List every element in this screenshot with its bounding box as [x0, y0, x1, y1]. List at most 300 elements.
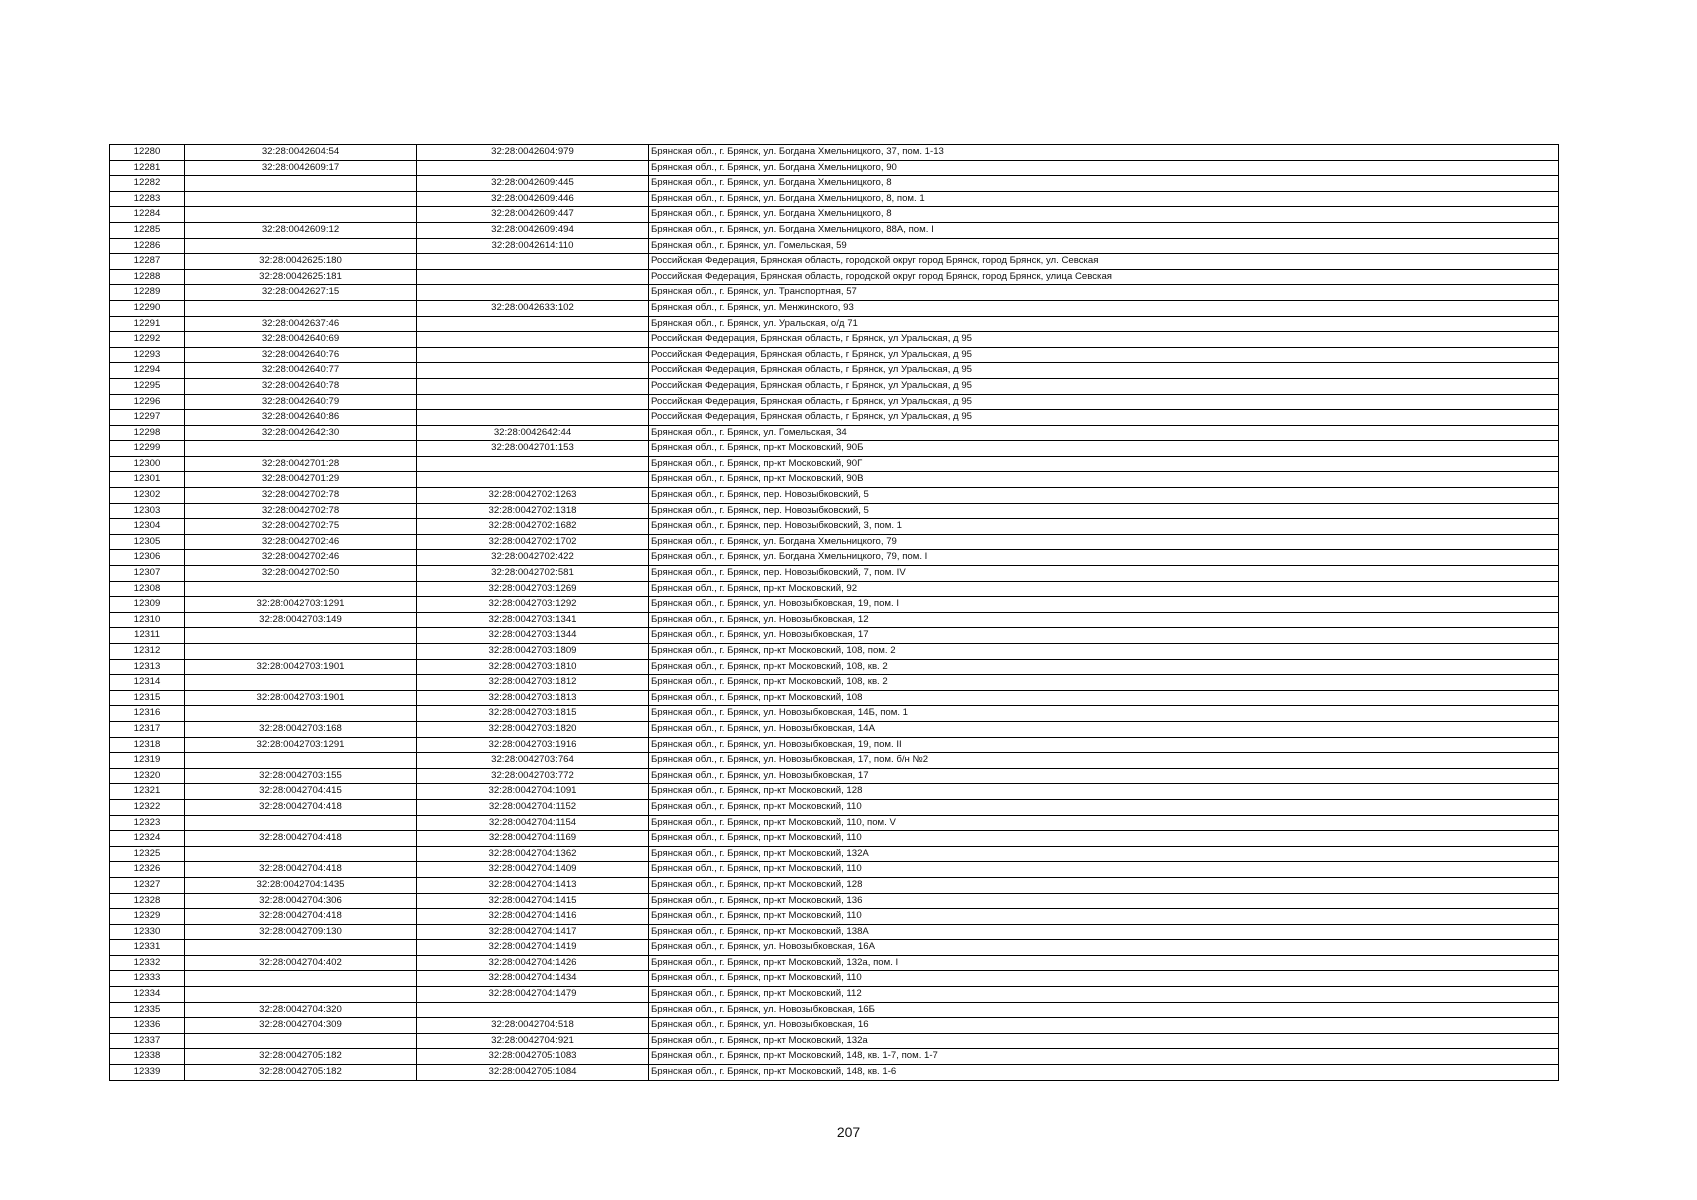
land-cadastral-number-cell: 32:28:0042704:418 — [185, 831, 417, 847]
row-number-cell: 12321 — [110, 784, 185, 800]
land-cadastral-number-cell: 32:28:0042640:76 — [185, 347, 417, 363]
land-cadastral-number-cell — [185, 207, 417, 223]
address-cell: Российская Федерация, Брянская область, г Брянск, ул Уральская, д 95 — [649, 410, 1559, 426]
land-cadastral-number-cell — [185, 581, 417, 597]
land-cadastral-number-cell: 32:28:0042640:86 — [185, 410, 417, 426]
land-cadastral-number-cell — [185, 300, 417, 316]
object-cadastral-number-cell: 32:28:0042703:764 — [417, 753, 649, 769]
address-cell: Брянская обл., г. Брянск, пр-кт Московский, 110 — [649, 862, 1559, 878]
row-number-cell: 12308 — [110, 581, 185, 597]
land-cadastral-number-cell — [185, 238, 417, 254]
table-row — [110, 425, 1559, 441]
address-cell: Брянская обл., г. Брянск, пр-кт Московский, 110 — [649, 799, 1559, 815]
row-number-cell: 12291 — [110, 316, 185, 332]
row-number-cell: 12290 — [110, 300, 185, 316]
land-cadastral-number-cell — [185, 753, 417, 769]
object-cadastral-number-cell — [417, 254, 649, 270]
land-cadastral-number-cell — [185, 940, 417, 956]
land-cadastral-number-cell: 32:28:0042705:182 — [185, 1049, 417, 1065]
object-cadastral-number-cell: 32:28:0042702:422 — [417, 550, 649, 566]
object-cadastral-number-cell — [417, 394, 649, 410]
table-row — [110, 706, 1559, 722]
table-row — [110, 987, 1559, 1003]
address-cell: Брянская обл., г. Брянск, пр-кт Московский, 132А — [649, 846, 1559, 862]
object-cadastral-number-cell — [417, 472, 649, 488]
address-cell: Брянская обл., г. Брянск, пр-кт Московский, 110, пом. V — [649, 815, 1559, 831]
land-cadastral-number-cell: 32:28:0042704:418 — [185, 862, 417, 878]
row-number-cell: 12287 — [110, 254, 185, 270]
row-number-cell: 12294 — [110, 363, 185, 379]
row-number-cell: 12332 — [110, 955, 185, 971]
row-number-cell: 12325 — [110, 846, 185, 862]
land-cadastral-number-cell — [185, 815, 417, 831]
row-number-cell: 12289 — [110, 285, 185, 301]
land-cadastral-number-cell: 32:28:0042702:46 — [185, 550, 417, 566]
table-row — [110, 597, 1559, 613]
row-number-cell: 12313 — [110, 659, 185, 675]
object-cadastral-number-cell: 32:28:0042704:1362 — [417, 846, 649, 862]
address-cell: Брянская обл., г. Брянск, пр-кт Московский, 132а, пом. I — [649, 955, 1559, 971]
land-cadastral-number-cell: 32:28:0042702:78 — [185, 488, 417, 504]
table-row — [110, 160, 1559, 176]
address-cell: Брянская обл., г. Брянск, пр-кт Московский, 110 — [649, 831, 1559, 847]
row-number-cell: 12293 — [110, 347, 185, 363]
land-cadastral-number-cell: 32:28:0042640:78 — [185, 378, 417, 394]
address-cell: Брянская обл., г. Брянск, ул. Богдана Хмельницкого, 88А, пом. I — [649, 222, 1559, 238]
address-cell: Российская Федерация, Брянская область, г Брянск, ул Уральская, д 95 — [649, 363, 1559, 379]
table-row — [110, 285, 1559, 301]
address-cell: Брянская обл., г. Брянск, пр-кт Московский, 136 — [649, 893, 1559, 909]
address-cell: Брянская обл., г. Брянск, пр-кт Московский, 138А — [649, 924, 1559, 940]
object-cadastral-number-cell — [417, 456, 649, 472]
object-cadastral-number-cell: 32:28:0042704:1426 — [417, 955, 649, 971]
address-cell: Брянская обл., г. Брянск, ул. Новозыбковская, 17, пом. б/н №2 — [649, 753, 1559, 769]
table-row — [110, 581, 1559, 597]
land-cadastral-number-cell: 32:28:0042702:78 — [185, 503, 417, 519]
address-cell: Брянская обл., г. Брянск, ул. Новозыбковская, 14Б, пом. 1 — [649, 706, 1559, 722]
land-cadastral-number-cell: 32:28:0042703:1901 — [185, 659, 417, 675]
land-cadastral-number-cell: 32:28:0042702:50 — [185, 566, 417, 582]
row-number-cell: 12301 — [110, 472, 185, 488]
address-cell: Брянская обл., г. Брянск, ул. Новозыбковская, 12 — [649, 612, 1559, 628]
object-cadastral-number-cell: 32:28:0042704:1091 — [417, 784, 649, 800]
object-cadastral-number-cell: 32:28:0042704:1434 — [417, 971, 649, 987]
table-row — [110, 846, 1559, 862]
table-row — [110, 971, 1559, 987]
land-cadastral-number-cell: 32:28:0042704:309 — [185, 1018, 417, 1034]
land-cadastral-number-cell — [185, 971, 417, 987]
land-cadastral-number-cell: 32:28:0042704:402 — [185, 955, 417, 971]
land-cadastral-number-cell — [185, 628, 417, 644]
row-number-cell: 12304 — [110, 519, 185, 535]
table-row — [110, 675, 1559, 691]
address-cell: Брянская обл., г. Брянск, ул. Богдана Хмельницкого, 79 — [649, 534, 1559, 550]
address-cell: Брянская обл., г. Брянск, ул. Новозыбковская, 19, пом. I — [649, 597, 1559, 613]
land-cadastral-number-cell: 32:28:0042701:28 — [185, 456, 417, 472]
row-number-cell: 12299 — [110, 441, 185, 457]
address-cell: Брянская обл., г. Брянск, ул. Богдана Хмельницкого, 90 — [649, 160, 1559, 176]
object-cadastral-number-cell: 32:28:0042704:1169 — [417, 831, 649, 847]
land-cadastral-number-cell — [185, 675, 417, 691]
table-row — [110, 815, 1559, 831]
table-row — [110, 690, 1559, 706]
object-cadastral-number-cell: 32:28:0042704:1415 — [417, 893, 649, 909]
object-cadastral-number-cell: 32:28:0042642:44 — [417, 425, 649, 441]
land-cadastral-number-cell: 32:28:0042705:182 — [185, 1065, 417, 1081]
table-row — [110, 753, 1559, 769]
row-number-cell: 12281 — [110, 160, 185, 176]
table-row — [110, 924, 1559, 940]
page-number: 207 — [836, 1124, 861, 1140]
table-row — [110, 893, 1559, 909]
row-number-cell: 12280 — [110, 145, 185, 161]
object-cadastral-number-cell — [417, 363, 649, 379]
object-cadastral-number-cell: 32:28:0042704:518 — [417, 1018, 649, 1034]
table-row — [110, 519, 1559, 535]
row-number-cell: 12338 — [110, 1049, 185, 1065]
land-cadastral-number-cell — [185, 441, 417, 457]
row-number-cell: 12319 — [110, 753, 185, 769]
land-cadastral-number-cell: 32:28:0042709:130 — [185, 924, 417, 940]
row-number-cell: 12312 — [110, 644, 185, 660]
row-number-cell: 12329 — [110, 909, 185, 925]
table-row — [110, 721, 1559, 737]
land-cadastral-number-cell: 32:28:0042702:75 — [185, 519, 417, 535]
table-row — [110, 503, 1559, 519]
address-cell: Брянская обл., г. Брянск, пер. Новозыбковский, 7, пом. IV — [649, 566, 1559, 582]
table-row — [110, 628, 1559, 644]
table-row — [110, 1002, 1559, 1018]
object-cadastral-number-cell: 32:28:0042609:446 — [417, 191, 649, 207]
address-cell: Брянская обл., г. Брянск, пр-кт Московский, 108 — [649, 690, 1559, 706]
land-cadastral-number-cell: 32:28:0042704:306 — [185, 893, 417, 909]
table-row — [110, 862, 1559, 878]
row-number-cell: 12317 — [110, 721, 185, 737]
address-cell: Брянская обл., г. Брянск, ул. Новозыбковская, 17 — [649, 768, 1559, 784]
table-row — [110, 784, 1559, 800]
address-cell: Брянская обл., г. Брянск, пр-кт Московский, 110 — [649, 909, 1559, 925]
object-cadastral-number-cell: 32:28:0042703:1292 — [417, 597, 649, 613]
object-cadastral-number-cell — [417, 1002, 649, 1018]
table-row — [110, 347, 1559, 363]
row-number-cell: 12333 — [110, 971, 185, 987]
row-number-cell: 12285 — [110, 222, 185, 238]
table-row — [110, 441, 1559, 457]
table-row — [110, 363, 1559, 379]
address-cell: Брянская обл., г. Брянск, пр-кт Московский, 110 — [649, 971, 1559, 987]
object-cadastral-number-cell: 32:28:0042609:494 — [417, 222, 649, 238]
object-cadastral-number-cell: 32:28:0042702:1263 — [417, 488, 649, 504]
object-cadastral-number-cell — [417, 316, 649, 332]
row-number-cell: 12298 — [110, 425, 185, 441]
land-cadastral-number-cell: 32:28:0042703:149 — [185, 612, 417, 628]
object-cadastral-number-cell — [417, 410, 649, 426]
address-cell: Брянская обл., г. Брянск, пр-кт Московский, 92 — [649, 581, 1559, 597]
object-cadastral-number-cell: 32:28:0042705:1084 — [417, 1065, 649, 1081]
row-number-cell: 12300 — [110, 456, 185, 472]
table-row — [110, 472, 1559, 488]
address-cell: Брянская обл., г. Брянск, ул. Новозыбковская, 17 — [649, 628, 1559, 644]
land-cadastral-number-cell — [185, 1033, 417, 1049]
table-row — [110, 737, 1559, 753]
land-cadastral-number-cell: 32:28:0042609:12 — [185, 222, 417, 238]
address-cell: Брянская обл., г. Брянск, ул. Новозыбковская, 16Б — [649, 1002, 1559, 1018]
table-row — [110, 799, 1559, 815]
row-number-cell: 12286 — [110, 238, 185, 254]
object-cadastral-number-cell: 32:28:0042702:1702 — [417, 534, 649, 550]
table-row — [110, 176, 1559, 192]
table-row — [110, 300, 1559, 316]
address-cell: Брянская обл., г. Брянск, ул. Транспортная, 57 — [649, 285, 1559, 301]
address-cell: Брянская обл., г. Брянск, ул. Богдана Хмельницкого, 8 — [649, 207, 1559, 223]
object-cadastral-number-cell: 32:28:0042703:1344 — [417, 628, 649, 644]
table-row — [110, 644, 1559, 660]
row-number-cell: 12322 — [110, 799, 185, 815]
table-row — [110, 378, 1559, 394]
table-row — [110, 909, 1559, 925]
land-cadastral-number-cell — [185, 176, 417, 192]
table-row — [110, 207, 1559, 223]
row-number-cell: 12326 — [110, 862, 185, 878]
row-number-cell: 12282 — [110, 176, 185, 192]
land-cadastral-number-cell: 32:28:0042704:1435 — [185, 877, 417, 893]
row-number-cell: 12295 — [110, 378, 185, 394]
row-number-cell: 12328 — [110, 893, 185, 909]
row-number-cell: 12336 — [110, 1018, 185, 1034]
row-number-cell: 12339 — [110, 1065, 185, 1081]
object-cadastral-number-cell: 32:28:0042604:979 — [417, 145, 649, 161]
object-cadastral-number-cell — [417, 332, 649, 348]
address-cell: Российская Федерация, Брянская область, г Брянск, ул Уральская, д 95 — [649, 347, 1559, 363]
table-row — [110, 238, 1559, 254]
address-cell: Брянская обл., г. Брянск, пер. Новозыбковский, 5 — [649, 488, 1559, 504]
land-cadastral-number-cell: 32:28:0042640:79 — [185, 394, 417, 410]
row-number-cell: 12284 — [110, 207, 185, 223]
row-number-cell: 12320 — [110, 768, 185, 784]
object-cadastral-number-cell: 32:28:0042703:1916 — [417, 737, 649, 753]
land-cadastral-number-cell: 32:28:0042703:1291 — [185, 597, 417, 613]
address-cell: Брянская обл., г. Брянск, ул. Богдана Хмельницкого, 8 — [649, 176, 1559, 192]
row-number-cell: 12331 — [110, 940, 185, 956]
address-cell: Брянская обл., г. Брянск, пр-кт Московский, 90Б — [649, 441, 1559, 457]
registry-table — [109, 144, 1559, 1081]
address-cell: Брянская обл., г. Брянск, ул. Богдана Хмельницкого, 8, пом. 1 — [649, 191, 1559, 207]
row-number-cell: 12292 — [110, 332, 185, 348]
table-row — [110, 191, 1559, 207]
land-cadastral-number-cell — [185, 846, 417, 862]
table-row — [110, 332, 1559, 348]
object-cadastral-number-cell: 32:28:0042704:1479 — [417, 987, 649, 1003]
land-cadastral-number-cell: 32:28:0042703:1901 — [185, 690, 417, 706]
row-number-cell: 12315 — [110, 690, 185, 706]
address-cell: Российская Федерация, Брянская область, городской округ город Брянск, город Брянск, улица Севская — [649, 269, 1559, 285]
object-cadastral-number-cell: 32:28:0042704:1416 — [417, 909, 649, 925]
object-cadastral-number-cell: 32:28:0042703:1809 — [417, 644, 649, 660]
land-cadastral-number-cell: 32:28:0042704:418 — [185, 909, 417, 925]
address-cell: Брянская обл., г. Брянск, ул. Уральская, о/д 71 — [649, 316, 1559, 332]
row-number-cell: 12327 — [110, 877, 185, 893]
land-cadastral-number-cell: 32:28:0042627:15 — [185, 285, 417, 301]
object-cadastral-number-cell: 32:28:0042704:1417 — [417, 924, 649, 940]
land-cadastral-number-cell: 32:28:0042703:168 — [185, 721, 417, 737]
row-number-cell: 12307 — [110, 566, 185, 582]
row-number-cell: 12311 — [110, 628, 185, 644]
address-cell: Брянская обл., г. Брянск, пр-кт Московский, 128 — [649, 784, 1559, 800]
object-cadastral-number-cell: 32:28:0042702:1318 — [417, 503, 649, 519]
row-number-cell: 12303 — [110, 503, 185, 519]
table-row — [110, 768, 1559, 784]
object-cadastral-number-cell: 32:28:0042704:1152 — [417, 799, 649, 815]
object-cadastral-number-cell: 32:28:0042704:1413 — [417, 877, 649, 893]
address-cell: Российская Федерация, Брянская область, г Брянск, ул Уральская, д 95 — [649, 332, 1559, 348]
land-cadastral-number-cell — [185, 706, 417, 722]
address-cell: Брянская обл., г. Брянск, ул. Менжинского, 93 — [649, 300, 1559, 316]
land-cadastral-number-cell: 32:28:0042704:320 — [185, 1002, 417, 1018]
table-row — [110, 612, 1559, 628]
registry-table-body — [110, 145, 1559, 1081]
row-number-cell: 12302 — [110, 488, 185, 504]
row-number-cell: 12335 — [110, 1002, 185, 1018]
row-number-cell: 12296 — [110, 394, 185, 410]
address-cell: Брянская обл., г. Брянск, ул. Новозыбковская, 16А — [649, 940, 1559, 956]
table-row — [110, 410, 1559, 426]
land-cadastral-number-cell: 32:28:0042642:30 — [185, 425, 417, 441]
object-cadastral-number-cell: 32:28:0042703:1812 — [417, 675, 649, 691]
address-cell: Брянская обл., г. Брянск, пр-кт Московский, 112 — [649, 987, 1559, 1003]
table-row — [110, 659, 1559, 675]
address-cell: Брянская обл., г. Брянск, ул. Богдана Хмельницкого, 37, пом. 1-13 — [649, 145, 1559, 161]
land-cadastral-number-cell — [185, 191, 417, 207]
address-cell: Брянская обл., г. Брянск, ул. Богдана Хмельницкого, 79, пом. I — [649, 550, 1559, 566]
table-row — [110, 254, 1559, 270]
land-cadastral-number-cell: 32:28:0042604:54 — [185, 145, 417, 161]
object-cadastral-number-cell: 32:28:0042704:1409 — [417, 862, 649, 878]
object-cadastral-number-cell — [417, 378, 649, 394]
object-cadastral-number-cell: 32:28:0042704:1419 — [417, 940, 649, 956]
object-cadastral-number-cell — [417, 285, 649, 301]
address-cell: Российская Федерация, Брянская область, городской округ город Брянск, город Брянск, ул. Севская — [649, 254, 1559, 270]
address-cell: Брянская обл., г. Брянск, ул. Гомельская, 59 — [649, 238, 1559, 254]
address-cell: Российская Федерация, Брянская область, г Брянск, ул Уральская, д 95 — [649, 378, 1559, 394]
table-row — [110, 316, 1559, 332]
address-cell: Брянская обл., г. Брянск, пр-кт Московский, 90Г — [649, 456, 1559, 472]
table-row — [110, 1065, 1559, 1081]
object-cadastral-number-cell: 32:28:0042703:1820 — [417, 721, 649, 737]
address-cell: Брянская обл., г. Брянск, пер. Новозыбковский, 5 — [649, 503, 1559, 519]
object-cadastral-number-cell: 32:28:0042633:102 — [417, 300, 649, 316]
land-cadastral-number-cell — [185, 644, 417, 660]
row-number-cell: 12337 — [110, 1033, 185, 1049]
object-cadastral-number-cell: 32:28:0042609:445 — [417, 176, 649, 192]
row-number-cell: 12309 — [110, 597, 185, 613]
table-row — [110, 1049, 1559, 1065]
table-row — [110, 940, 1559, 956]
table-row — [110, 877, 1559, 893]
table-row — [110, 1033, 1559, 1049]
object-cadastral-number-cell — [417, 269, 649, 285]
object-cadastral-number-cell: 32:28:0042703:1269 — [417, 581, 649, 597]
object-cadastral-number-cell: 32:28:0042703:1813 — [417, 690, 649, 706]
address-cell: Брянская обл., г. Брянск, пр-кт Московский, 132а — [649, 1033, 1559, 1049]
row-number-cell: 12288 — [110, 269, 185, 285]
address-cell: Брянская обл., г. Брянск, ул. Гомельская, 34 — [649, 425, 1559, 441]
land-cadastral-number-cell: 32:28:0042704:415 — [185, 784, 417, 800]
land-cadastral-number-cell — [185, 987, 417, 1003]
table-row — [110, 1018, 1559, 1034]
land-cadastral-number-cell: 32:28:0042637:46 — [185, 316, 417, 332]
row-number-cell: 12297 — [110, 410, 185, 426]
table-row — [110, 831, 1559, 847]
land-cadastral-number-cell: 32:28:0042702:46 — [185, 534, 417, 550]
table-row — [110, 534, 1559, 550]
address-cell: Брянская обл., г. Брянск, ул. Новозыбковская, 19, пом. II — [649, 737, 1559, 753]
land-cadastral-number-cell: 32:28:0042704:418 — [185, 799, 417, 815]
object-cadastral-number-cell: 32:28:0042614:110 — [417, 238, 649, 254]
address-cell: Брянская обл., г. Брянск, пер. Новозыбковский, 3, пом. 1 — [649, 519, 1559, 535]
land-cadastral-number-cell: 32:28:0042640:69 — [185, 332, 417, 348]
land-cadastral-number-cell: 32:28:0042703:155 — [185, 768, 417, 784]
row-number-cell: 12323 — [110, 815, 185, 831]
object-cadastral-number-cell: 32:28:0042609:447 — [417, 207, 649, 223]
table-row — [110, 488, 1559, 504]
row-number-cell: 12314 — [110, 675, 185, 691]
object-cadastral-number-cell — [417, 160, 649, 176]
row-number-cell: 12305 — [110, 534, 185, 550]
row-number-cell: 12310 — [110, 612, 185, 628]
land-cadastral-number-cell: 32:28:0042640:77 — [185, 363, 417, 379]
address-cell: Брянская обл., г. Брянск, пр-кт Московский, 148, кв. 1-6 — [649, 1065, 1559, 1081]
address-cell: Брянская обл., г. Брянск, пр-кт Московский, 108, пом. 2 — [649, 644, 1559, 660]
table-row — [110, 269, 1559, 285]
land-cadastral-number-cell: 32:28:0042703:1291 — [185, 737, 417, 753]
object-cadastral-number-cell: 32:28:0042704:921 — [417, 1033, 649, 1049]
table-row — [110, 955, 1559, 971]
row-number-cell: 12283 — [110, 191, 185, 207]
address-cell: Брянская обл., г. Брянск, ул. Новозыбковская, 14А — [649, 721, 1559, 737]
land-cadastral-number-cell: 32:28:0042609:17 — [185, 160, 417, 176]
table-row — [110, 566, 1559, 582]
address-cell: Брянская обл., г. Брянск, пр-кт Московский, 128 — [649, 877, 1559, 893]
row-number-cell: 12330 — [110, 924, 185, 940]
table-row — [110, 456, 1559, 472]
object-cadastral-number-cell: 32:28:0042702:1682 — [417, 519, 649, 535]
object-cadastral-number-cell: 32:28:0042703:1815 — [417, 706, 649, 722]
row-number-cell: 12306 — [110, 550, 185, 566]
table-row — [110, 145, 1559, 161]
table-row — [110, 394, 1559, 410]
land-cadastral-number-cell: 32:28:0042625:180 — [185, 254, 417, 270]
row-number-cell: 12324 — [110, 831, 185, 847]
table-row — [110, 222, 1559, 238]
address-cell: Брянская обл., г. Брянск, ул. Новозыбковская, 16 — [649, 1018, 1559, 1034]
object-cadastral-number-cell: 32:28:0042701:153 — [417, 441, 649, 457]
object-cadastral-number-cell: 32:28:0042704:1154 — [417, 815, 649, 831]
land-cadastral-number-cell: 32:28:0042625:181 — [185, 269, 417, 285]
object-cadastral-number-cell: 32:28:0042703:772 — [417, 768, 649, 784]
row-number-cell: 12316 — [110, 706, 185, 722]
object-cadastral-number-cell — [417, 347, 649, 363]
address-cell: Российская Федерация, Брянская область, г Брянск, ул Уральская, д 95 — [649, 394, 1559, 410]
address-cell: Брянская обл., г. Брянск, пр-кт Московский, 90В — [649, 472, 1559, 488]
object-cadastral-number-cell: 32:28:0042705:1083 — [417, 1049, 649, 1065]
land-cadastral-number-cell: 32:28:0042701:29 — [185, 472, 417, 488]
address-cell: Брянская обл., г. Брянск, пр-кт Московский, 108, кв. 2 — [649, 659, 1559, 675]
object-cadastral-number-cell: 32:28:0042703:1341 — [417, 612, 649, 628]
address-cell: Брянская обл., г. Брянск, пр-кт Московский, 108, кв. 2 — [649, 675, 1559, 691]
address-cell: Брянская обл., г. Брянск, пр-кт Московский, 148, кв. 1-7, пом. 1-7 — [649, 1049, 1559, 1065]
table-row — [110, 550, 1559, 566]
object-cadastral-number-cell: 32:28:0042702:581 — [417, 566, 649, 582]
